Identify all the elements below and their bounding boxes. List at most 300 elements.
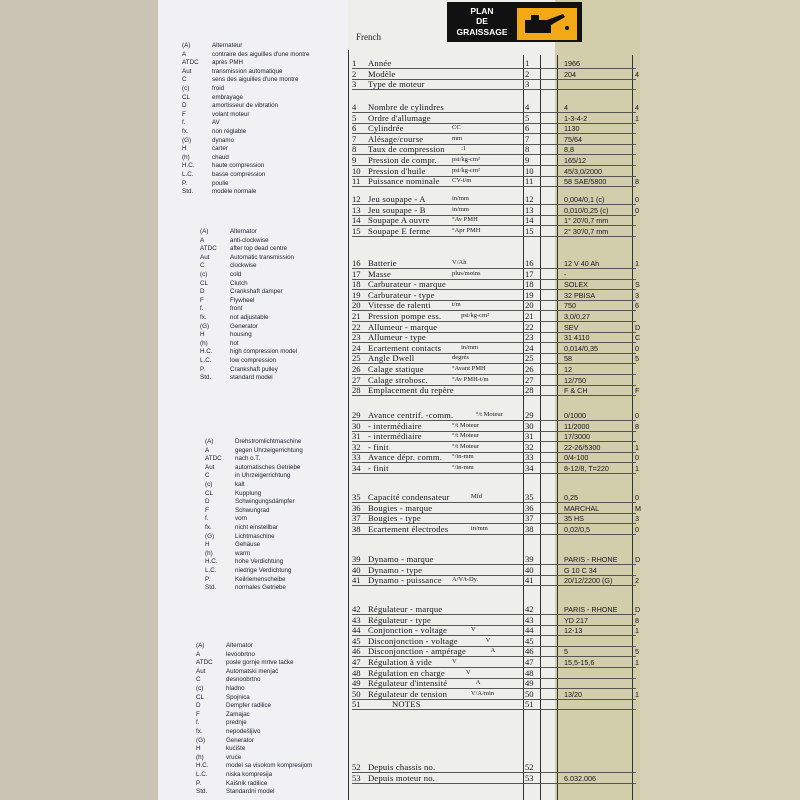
row-number-right: 23 — [525, 332, 534, 343]
language-label: French — [356, 32, 381, 42]
row-number: 52 — [352, 762, 361, 772]
abbreviation-meaning: Zamajac — [226, 710, 250, 718]
row-number-right: 28 — [525, 385, 534, 396]
abbreviation-entry — [205, 490, 303, 499]
oil-can-icon — [517, 8, 577, 40]
row-label: Pression pompe ess. — [368, 311, 442, 321]
abbreviation-key: H.C. — [196, 762, 209, 770]
row-label: Jeu soupape - A — [368, 194, 426, 204]
row-value: 0,010/0,25 (c) — [564, 205, 609, 215]
abbreviation-key: F — [200, 296, 204, 304]
abbreviation-meaning: Drehstromlichtmaschine — [235, 438, 302, 445]
spec-row — [352, 385, 642, 395]
abbreviation-meaning: Dempfer radilice — [226, 702, 272, 710]
row-value-next: 2 — [635, 576, 639, 586]
abbreviation-key: CL — [205, 489, 214, 497]
abbreviation-key: (h) — [196, 753, 204, 761]
row-number: 33 — [352, 452, 361, 463]
spec-row — [352, 604, 642, 614]
abbreviation-meaning: nicht einstellbar — [235, 523, 278, 531]
abbreviation-key: D — [182, 102, 187, 110]
row-number-right: 16 — [525, 258, 534, 268]
abbreviation-key: (A) — [182, 42, 191, 49]
row-value: PARIS - RHONE — [564, 605, 618, 614]
abbreviation-meaning: hohe Verdichtung — [235, 558, 284, 566]
abbreviation-entry — [182, 94, 310, 103]
abbreviation-entry — [182, 51, 310, 60]
row-number: 25 — [352, 353, 361, 364]
abbreviation-key: P. — [182, 179, 188, 187]
row-value-next: 8 — [635, 615, 639, 625]
abbreviation-entry — [200, 288, 297, 297]
row-rule — [352, 236, 636, 237]
abbreviation-key: D — [205, 498, 210, 506]
abbreviation-entry — [205, 567, 303, 576]
abbreviation-entry — [200, 228, 297, 237]
abbreviation-entry — [205, 524, 303, 533]
abbreviation-entry — [182, 85, 310, 94]
abbreviation-entry — [182, 111, 310, 120]
abbreviation-meaning: amortisseur de vibration — [212, 102, 279, 110]
abbreviation-key: H — [200, 331, 205, 339]
row-value: 8-12/8, T=220 — [564, 464, 609, 473]
row-value: 1-3-4-2 — [564, 113, 588, 123]
row-number: 37 — [352, 513, 361, 524]
row-number-right: 36 — [525, 502, 534, 513]
row-number: 39 — [352, 554, 361, 564]
row-value: 35 HS — [564, 514, 584, 524]
row-value: 12 V 40 Ah — [564, 259, 600, 268]
row-value: 15,5-15,6 — [564, 658, 595, 667]
row-number-right: 22 — [525, 321, 534, 332]
row-number: 49 — [352, 678, 361, 689]
row-value: 1° 20'/0,7 mm — [564, 216, 609, 226]
abbreviation-key: ATDC — [182, 59, 199, 67]
row-label: Puissance nominale — [368, 176, 440, 187]
spec-row — [352, 410, 642, 420]
spec-row — [352, 353, 642, 363]
row-number-right: 52 — [525, 762, 534, 772]
abbreviation-entry — [196, 676, 312, 685]
abbreviation-meaning: froid — [212, 84, 225, 92]
abbreviation-meaning: après PMH — [212, 59, 243, 67]
row-value-next: D — [635, 605, 641, 614]
abbreviation-key: L.C. — [182, 170, 194, 178]
row-value: 1966 — [564, 59, 580, 68]
row-value-next: D — [635, 555, 641, 564]
abbreviation-key: ATDC — [200, 245, 217, 253]
row-number-right: 5 — [525, 112, 530, 123]
abbreviation-key: Std. — [182, 188, 194, 196]
abbreviation-key: A — [205, 446, 210, 454]
row-number: 38 — [352, 523, 361, 534]
spec-row — [352, 113, 642, 123]
row-number-right: 45 — [525, 635, 534, 646]
row-number: 10 — [352, 165, 361, 176]
row-label: Allumeur - type — [368, 332, 426, 343]
row-number-right: 7 — [525, 133, 530, 144]
row-value-next: 6 — [635, 301, 639, 311]
row-number-right: 40 — [525, 564, 534, 575]
spec-row — [352, 625, 642, 635]
abbreviation-meaning: niedrige Verdichtung — [235, 566, 292, 574]
abbreviation-key: H — [196, 745, 201, 753]
spec-row — [352, 678, 642, 688]
row-value-next: 5 — [635, 354, 639, 364]
row-label: Année — [368, 58, 392, 68]
spec-row — [352, 689, 642, 699]
abbreviation-meaning: anti-clockwise — [230, 236, 269, 244]
abbreviation-entry — [182, 59, 310, 68]
spec-row — [352, 290, 642, 300]
row-unit: V — [485, 636, 491, 644]
abbreviation-entry — [200, 245, 297, 254]
abbreviation-meaning: volant moteur — [212, 110, 250, 118]
spec-row — [352, 699, 642, 709]
abbreviation-key: (c) — [205, 480, 213, 488]
spec-row — [352, 762, 642, 772]
spec-row — [352, 513, 642, 523]
row-number-right: 10 — [525, 165, 534, 176]
abbreviation-key: A — [200, 236, 205, 244]
abbreviation-meaning: Generator — [230, 322, 258, 330]
abbreviation-meaning: haute compression — [212, 162, 265, 170]
abbreviation-entry — [196, 702, 312, 711]
spec-row — [352, 205, 642, 215]
abbreviation-key: (G) — [200, 322, 210, 330]
row-label: Avance centrif. -comm. — [368, 410, 454, 420]
row-number: 48 — [352, 667, 361, 678]
row-value: 17/3000 — [564, 432, 590, 442]
abbreviation-entry — [182, 102, 310, 111]
row-number: 18 — [352, 279, 361, 290]
row-label: Bougies - marque — [368, 502, 433, 513]
row-number-right: 3 — [525, 79, 530, 90]
row-value: 12/750 — [564, 375, 586, 385]
row-number: 31 — [352, 431, 361, 442]
row-value: 4 — [564, 103, 568, 112]
row-number-right: 37 — [525, 513, 534, 524]
row-label: Allumeur - marque — [368, 321, 438, 332]
row-label: Angle Dwell — [368, 353, 415, 364]
row-number-right: 50 — [525, 688, 534, 699]
row-value: 13/20 — [564, 689, 582, 699]
abbreviation-key: (h) — [205, 549, 213, 557]
abbreviation-key: Std. — [200, 374, 212, 382]
row-value: 0,25 — [564, 493, 578, 502]
abbreviation-entry — [205, 558, 303, 567]
abbreviation-entry — [182, 180, 310, 189]
abbreviation-meaning: Keilriemenscheibe — [235, 575, 286, 583]
abbreviation-entry — [200, 323, 297, 332]
spec-row — [352, 144, 642, 154]
abbreviation-entry — [182, 119, 310, 128]
row-label: Régulation à vide — [368, 657, 433, 667]
abbreviation-key: fx. — [200, 313, 207, 321]
row-value-next: M — [635, 503, 641, 513]
abbreviation-entry — [182, 68, 310, 77]
abbreviation-entry — [205, 472, 303, 481]
abbreviation-meaning: in Uhrzeigerrichtung — [235, 472, 291, 480]
spec-row — [352, 311, 642, 321]
abbreviation-entry — [196, 788, 312, 797]
row-number: 9 — [352, 155, 357, 165]
row-value-next: 3 — [635, 514, 639, 524]
abbreviation-key: Std. — [205, 584, 217, 592]
row-value: 6.032.006 — [564, 773, 596, 783]
abbreviation-meaning: carter — [212, 145, 228, 153]
row-number: 34 — [352, 463, 361, 473]
row-number: 43 — [352, 614, 361, 625]
row-value: 1130 — [564, 124, 580, 134]
row-value-next: D — [635, 322, 641, 332]
abbreviation-entry — [200, 348, 297, 357]
abbreviation-entry — [182, 171, 310, 180]
row-label: NOTES — [392, 699, 421, 710]
row-label: - finit — [368, 463, 389, 473]
row-value-next: S — [635, 280, 640, 290]
row-label: Calage statique — [368, 364, 424, 374]
row-number: 22 — [352, 321, 361, 332]
row-number-right: 25 — [525, 353, 534, 364]
row-unit: °/in-mm — [452, 464, 474, 471]
row-value-next: 8 — [635, 177, 639, 187]
abbreviation-entry — [182, 145, 310, 154]
abbreviation-meaning: contraire des aiguilles d'une montre — [212, 50, 310, 58]
row-label: Capacité condensateur — [368, 492, 450, 502]
row-number: 11 — [352, 176, 361, 187]
row-number-right: 1 — [525, 58, 530, 68]
abbreviation-key: H.C. — [205, 558, 218, 566]
abbreviation-meaning: Kaišnik radilice — [226, 779, 268, 787]
row-value: 45/3,0/2000 — [564, 166, 602, 176]
spec-row — [352, 258, 642, 268]
row-number-right: 48 — [525, 667, 534, 678]
abbreviation-meaning: automatisches Getriebe — [235, 463, 301, 471]
row-number-right: 18 — [525, 279, 534, 290]
abbreviation-meaning: Alternateur — [212, 42, 243, 49]
row-number: 29 — [352, 410, 361, 420]
abbreviation-entry — [205, 533, 303, 542]
abbreviation-legend — [182, 42, 310, 197]
row-label: Ecartement contacts — [368, 342, 442, 353]
abbreviation-entry — [205, 584, 303, 593]
row-value: 165/12 — [564, 156, 586, 165]
abbreviation-entry — [196, 771, 312, 780]
row-unit: V — [452, 658, 457, 665]
abbreviation-entry — [205, 447, 303, 456]
abbreviation-entry — [196, 711, 312, 720]
abbreviation-meaning: Kupplung — [235, 489, 262, 497]
abbreviation-key: Aut — [205, 463, 215, 471]
row-number-right: 4 — [525, 102, 530, 112]
abbreviation-key: A — [196, 650, 201, 658]
row-number: 4 — [352, 102, 357, 112]
abbreviation-entry — [205, 481, 303, 490]
abbreviation-meaning: clockwise — [230, 262, 257, 270]
abbreviation-entry — [196, 685, 312, 694]
abbreviation-meaning: after top dead centre — [230, 245, 288, 253]
row-value: 32 PBISA — [564, 290, 596, 300]
abbreviation-key: CL — [182, 93, 191, 101]
row-unit: °/t Moteur — [452, 432, 479, 440]
spec-row — [352, 442, 642, 452]
abbreviation-key: f. — [182, 119, 186, 127]
row-label: Emplacement du repère — [368, 385, 454, 396]
row-number-right: 51 — [525, 699, 534, 710]
abbreviation-entry — [205, 515, 303, 524]
abbreviation-key: L.C. — [196, 770, 208, 778]
row-number: 32 — [352, 441, 361, 452]
abbreviation-entry — [200, 357, 297, 366]
spec-row — [352, 279, 642, 289]
row-label: Régulateur d'intensité — [368, 678, 448, 689]
row-number: 36 — [352, 502, 361, 513]
abbreviation-entry — [196, 694, 312, 703]
spec-row — [352, 58, 642, 68]
row-number: 40 — [352, 564, 361, 575]
row-label: Cylindrée — [368, 123, 404, 134]
spec-row — [352, 375, 642, 385]
abbreviation-key: P. — [205, 575, 211, 583]
row-value: 750 — [564, 301, 576, 311]
row-number: 47 — [352, 657, 361, 667]
spec-row — [352, 166, 642, 176]
spec-row — [352, 79, 642, 89]
row-number: 13 — [352, 204, 361, 215]
abbreviation-key: f. — [205, 515, 209, 523]
abbreviation-entry — [205, 464, 303, 473]
row-number: 21 — [352, 311, 361, 321]
row-label: - finit — [368, 441, 389, 452]
abbreviation-entry — [182, 76, 310, 85]
row-number-right: 49 — [525, 678, 534, 689]
abbreviation-key: (h) — [182, 153, 190, 161]
abbreviation-entry — [200, 262, 297, 271]
lubrication-plan-logo — [447, 2, 582, 42]
abbreviation-entry — [200, 305, 297, 314]
abbreviation-entry — [205, 455, 303, 464]
row-unit: t/m — [452, 301, 461, 309]
spec-row — [352, 463, 642, 473]
row-rule — [352, 709, 636, 710]
abbreviation-key: Std. — [196, 788, 208, 796]
row-number: 23 — [352, 332, 361, 343]
abbreviation-key: P. — [196, 779, 202, 787]
abbreviation-entry — [200, 331, 297, 340]
row-label: Masse — [368, 268, 391, 279]
row-number-right: 29 — [525, 410, 534, 420]
row-label: Soupape E ferme — [368, 225, 431, 236]
spec-row — [352, 322, 642, 332]
row-unit: CC — [452, 124, 461, 132]
row-value: 11/2000 — [564, 421, 590, 431]
abbreviation-entry — [200, 340, 297, 349]
row-label: Conjonction - voltage — [368, 625, 448, 636]
row-number: 14 — [352, 215, 361, 226]
abbreviation-entry — [205, 550, 303, 559]
row-label: Disconjonction - voltage — [368, 635, 458, 646]
row-value: 0,004/0,1 (c) — [564, 195, 605, 204]
row-value: 22-26/5300 — [564, 442, 601, 452]
abbreviation-meaning: Automatic transmission — [230, 253, 294, 261]
abbreviation-meaning: non réglable — [212, 127, 247, 135]
abbreviation-entry — [205, 576, 303, 585]
row-label: Disconjonction - ampérage — [368, 646, 467, 657]
row-unit: °/in-mm — [452, 453, 474, 461]
row-number: 45 — [352, 635, 361, 646]
row-number-right: 27 — [525, 374, 534, 385]
row-number: 16 — [352, 258, 361, 268]
abbreviation-meaning: Schwingungsdämpfer — [235, 498, 295, 506]
row-value-next: 0 — [635, 453, 639, 463]
abbreviation-entry — [200, 314, 297, 323]
abbreviation-meaning: not adjustable — [230, 313, 269, 321]
row-number-right: 15 — [525, 225, 534, 236]
abbreviation-entry — [196, 642, 312, 651]
row-number: 28 — [352, 385, 361, 396]
abbreviation-key: (A) — [205, 438, 214, 445]
row-value-next: 1 — [635, 689, 639, 699]
abbreviation-meaning: Lichtmaschine — [235, 532, 275, 540]
row-number-right: 9 — [525, 155, 530, 165]
abbreviation-meaning: cold — [230, 270, 242, 278]
row-value-next: 0 — [635, 411, 639, 420]
spec-row — [352, 565, 642, 575]
abbreviation-key: F — [182, 110, 186, 118]
row-number-right: 46 — [525, 646, 534, 657]
row-value-next: F — [635, 386, 640, 396]
abbreviation-meaning: basse compression — [212, 170, 266, 178]
row-value: YD 217 — [564, 615, 588, 625]
row-number-right: 19 — [525, 289, 534, 300]
row-value: 5 — [564, 647, 568, 657]
row-number-right: 42 — [525, 604, 534, 614]
row-label: Vitesse de ralenti — [368, 300, 431, 311]
abbreviation-key: D — [200, 288, 205, 296]
abbreviation-meaning: levoobrtno — [226, 650, 255, 658]
row-value: 0/1000 — [564, 411, 586, 420]
row-value-next: 0 — [635, 343, 639, 353]
row-unit: V/A/min — [470, 689, 495, 697]
row-number-right: 41 — [525, 575, 534, 586]
row-label: - intermédiaire — [368, 420, 422, 431]
row-label: Depuis chassis no. — [368, 762, 436, 772]
row-unit: °Apr PMH — [452, 226, 481, 234]
row-label: Carburateur - type — [368, 289, 435, 300]
row-number: 53 — [352, 772, 361, 783]
abbreviation-entry — [200, 374, 297, 383]
row-label: Dynamo - type — [368, 564, 423, 575]
abbreviation-entry — [196, 762, 312, 771]
abbreviation-key: (G) — [196, 736, 206, 744]
row-label: Pression de compr. — [368, 155, 437, 165]
spec-row — [352, 194, 642, 204]
abbreviation-key: Aut — [196, 667, 206, 675]
abbreviation-entry — [196, 728, 312, 737]
row-number-right: 24 — [525, 342, 534, 353]
row-value-next: 1 — [635, 113, 639, 123]
row-label: Nombre de cylindres — [368, 102, 444, 112]
row-number-right: 6 — [525, 123, 530, 134]
spec-row — [352, 215, 642, 225]
row-value: 8,8 — [564, 145, 574, 155]
row-label: Taux de compression — [368, 144, 445, 155]
row-label: Depuis moteur no. — [368, 772, 436, 783]
row-number: 7 — [352, 133, 357, 144]
abbreviation-meaning: Alternator — [226, 642, 253, 649]
row-number: 30 — [352, 420, 361, 431]
